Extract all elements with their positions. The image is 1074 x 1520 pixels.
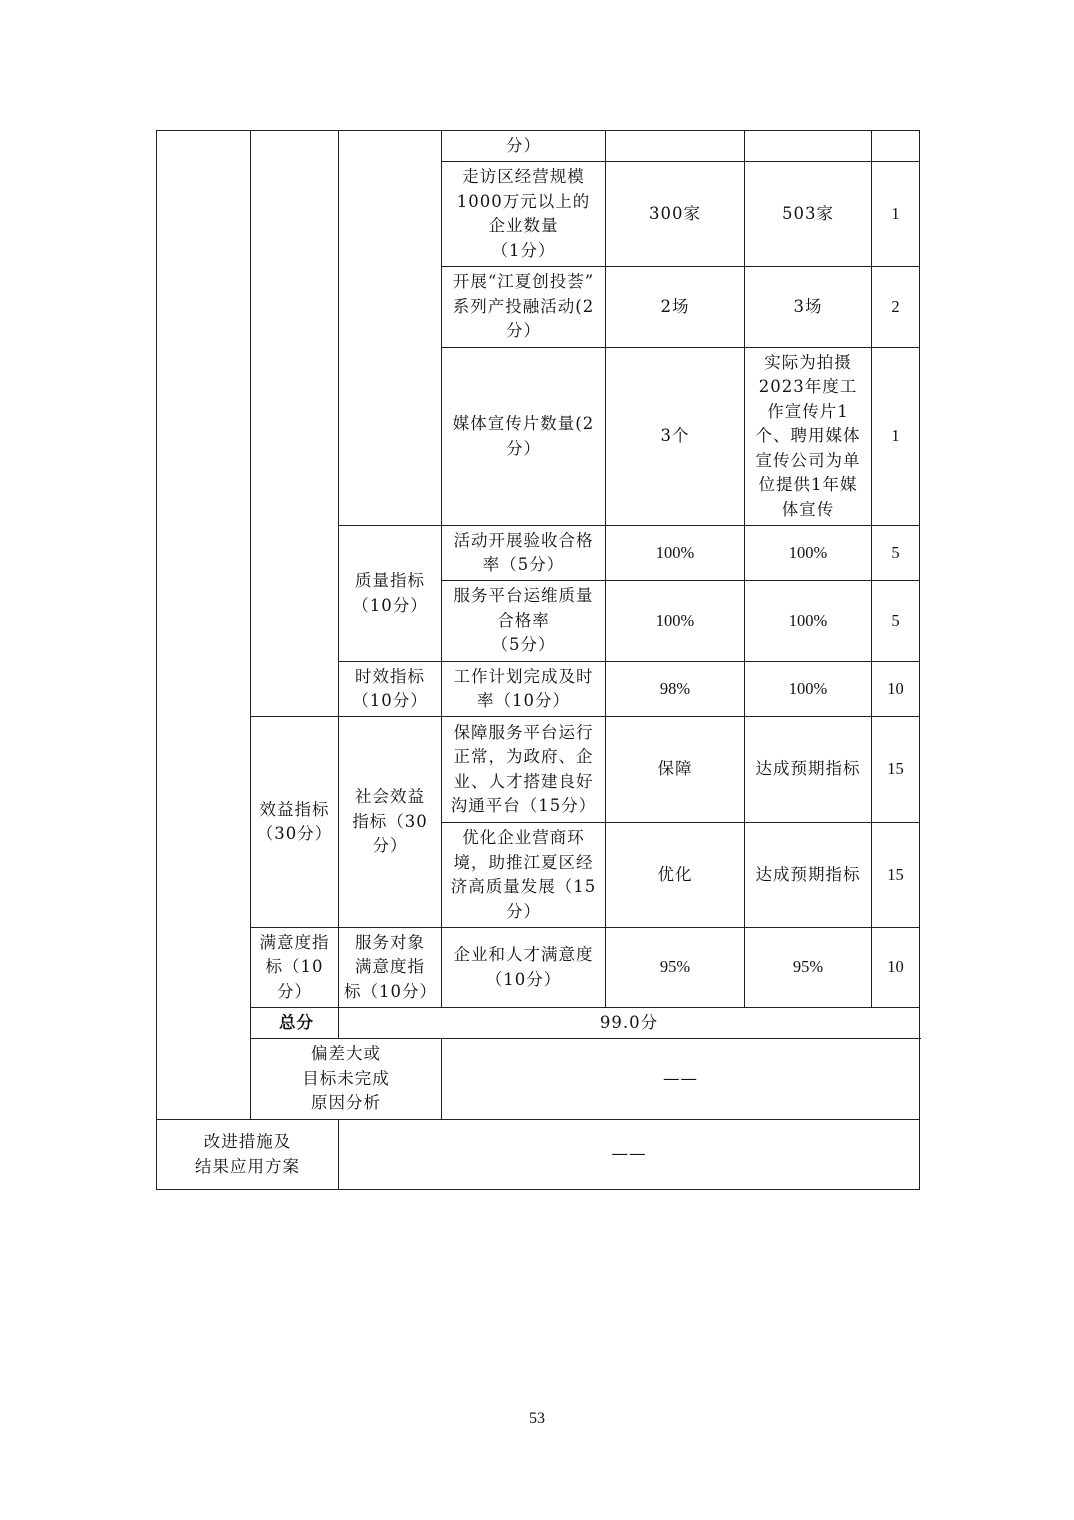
actual-cell: 100% — [745, 581, 872, 662]
total-label: 总分 — [251, 1008, 339, 1039]
indicator-cell: 保障服务平台运行 正常，为政府、企 业、人才搭建良好 沟通平台（15分） — [442, 717, 606, 823]
blank-cell-col2 — [251, 131, 339, 717]
score-cell: 5 — [872, 526, 920, 581]
performance-table — [156, 130, 920, 1190]
actual-cell: 达成预期指标 — [745, 823, 872, 928]
target-cell: 2场 — [606, 267, 745, 348]
improvement-value: —— — [339, 1120, 920, 1190]
target-cell: 3个 — [606, 348, 745, 526]
target-cell: 100% — [606, 581, 745, 662]
target-cell: 98% — [606, 662, 745, 717]
target-cell: 95% — [606, 928, 745, 1008]
target-cell: 保障 — [606, 717, 745, 823]
category-cell: 时效指标 （10分） — [339, 662, 442, 717]
target-cell: 100% — [606, 526, 745, 581]
actual-cell — [745, 131, 872, 162]
indicator-cell: 企业和人才满意度 （10分） — [442, 928, 606, 1008]
page-number: 53 — [529, 1410, 545, 1427]
indicator-cell: 分） — [442, 131, 606, 162]
score-cell: 1 — [872, 162, 920, 267]
indicator-cell: 活动开展验收合格 率（5分） — [442, 526, 606, 581]
target-cell — [606, 131, 745, 162]
blank-cell-col1 — [157, 131, 251, 1120]
indicator-cell: 优化企业营商环 境，助推江夏区经 济高质量发展（15 分） — [442, 823, 606, 928]
improvement-label: 改进措施及 结果应用方案 — [157, 1120, 339, 1190]
category-cell: 质量指标 （10分） — [339, 526, 442, 662]
score-cell: 1 — [872, 348, 920, 526]
indicator-cell: 开展“江夏创投荟” 系列产投融活动(2 分） — [442, 267, 606, 348]
actual-cell: 503家 — [745, 162, 872, 267]
score-cell: 15 — [872, 823, 920, 928]
actual-cell: 达成预期指标 — [745, 717, 872, 823]
level2-cell: 社会效益 指标（30 分） — [339, 717, 442, 928]
total-value: 99.0分 — [339, 1008, 920, 1039]
total-row — [157, 1008, 920, 1039]
indicator-cell: 媒体宣传片数量(2 分） — [442, 348, 606, 526]
table-row — [157, 717, 920, 823]
target-cell: 优化 — [606, 823, 745, 928]
blank-cell-col3 — [339, 131, 442, 526]
level2-cell: 服务对象 满意度指 标（10分） — [339, 928, 442, 1008]
deviation-label: 偏差大或 目标未完成 原因分析 — [251, 1039, 442, 1120]
score-cell: 5 — [872, 581, 920, 662]
score-cell: 2 — [872, 267, 920, 348]
actual-cell: 100% — [745, 526, 872, 581]
actual-cell: 100% — [745, 662, 872, 717]
table-row — [157, 928, 920, 1008]
score-cell: 10 — [872, 928, 920, 1008]
actual-cell: 3场 — [745, 267, 872, 348]
deviation-row — [157, 1039, 920, 1120]
improvement-row — [157, 1120, 920, 1190]
table-row — [157, 131, 920, 162]
score-cell: 10 — [872, 662, 920, 717]
target-cell: 300家 — [606, 162, 745, 267]
score-cell — [872, 131, 920, 162]
actual-cell: 95% — [745, 928, 872, 1008]
indicator-cell: 服务平台运维质量 合格率 （5分） — [442, 581, 606, 662]
level1-cell: 效益指标 （30分） — [251, 717, 339, 928]
deviation-value: —— — [442, 1039, 920, 1120]
level1-cell: 满意度指 标（10 分） — [251, 928, 339, 1008]
indicator-cell: 工作计划完成及时 率（10分） — [442, 662, 606, 717]
indicator-cell: 走访区经营规模 1000万元以上的 企业数量 （1分） — [442, 162, 606, 267]
score-cell: 15 — [872, 717, 920, 823]
actual-cell: 实际为拍摄 2023年度工 作宣传片1 个、聘用媒体 宣传公司为单 位提供1年媒 体宣传 — [745, 348, 872, 526]
